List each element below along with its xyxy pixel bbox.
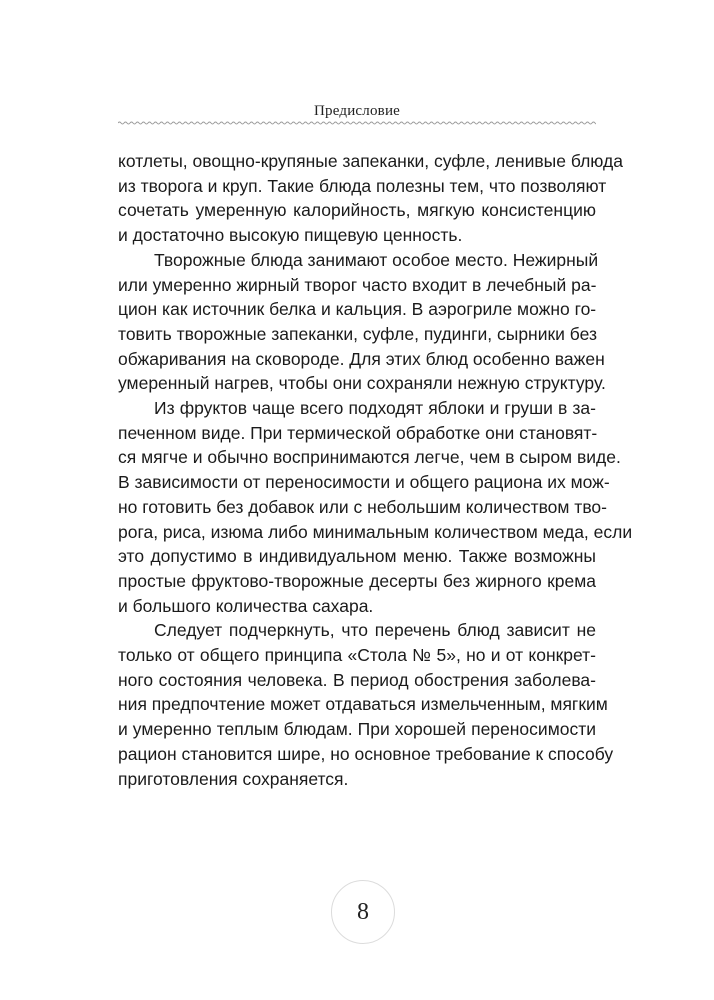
- text-line: ния предпочтение может отдаваться измельченным, мягким: [118, 694, 608, 715]
- text-line: из творога и круп. Такие блюда полезны тем, что позволяют: [118, 175, 607, 196]
- text-line: В зависимости от переносимости и общего рациона их мож-: [118, 472, 610, 493]
- text-line: и достаточно высокую пищевую ценность.: [118, 225, 463, 246]
- wavy-rule-ornament: [118, 118, 596, 128]
- text-line: Следует подчеркнуть, что перечень блюд зависит не: [154, 620, 596, 641]
- page-number: [331, 880, 395, 944]
- text-line: рацион становится шире, но основное требование к способу: [118, 743, 614, 764]
- text-line: печенном виде. При термической обработке они становят-: [118, 422, 598, 443]
- text-line: умеренный нагрев, чтобы они сохраняли нежную структуру.: [118, 373, 606, 394]
- paragraph: [118, 618, 614, 791]
- text-line: простые фруктово-творожные десерты без жирного крема: [118, 570, 596, 591]
- text-line: котлеты, овощно-крупяные запеканки, суфле, ленивые блюда: [118, 151, 623, 171]
- text-line: и большого количества сахара.: [118, 595, 374, 616]
- text-line: ного состояния человека. В период обострения заболева-: [118, 669, 596, 690]
- paragraph: [118, 396, 633, 618]
- text-line: товить творожные запеканки, суфле, пудинги, сырники без: [118, 323, 597, 344]
- text-line: обжаривания на сковороде. Для этих блюд особенно важен: [118, 348, 605, 369]
- text-line: сочетать умеренную калорийность, мягкую консистенцию: [118, 200, 596, 221]
- text-line: и умеренно теплым блюдам. При хорошей переносимости: [118, 719, 596, 740]
- text-line: Творожные блюда занимают особое место. Нежирный: [154, 249, 599, 270]
- text-line: приготовления сохраняется.: [118, 768, 349, 789]
- text-line: рога, риса, изюма либо минимальным количеством меда, если: [118, 521, 633, 542]
- running-head-title: Предисловие: [313, 103, 401, 119]
- page-number-text: 8: [357, 898, 369, 925]
- text-line: или умеренно жирный творог часто входит в лечебный ра-: [118, 274, 597, 295]
- text-line: но готовить без добавок или с небольшим количеством тво-: [118, 496, 607, 517]
- text-line: Из фруктов чаще всего подходят яблоки и груши в за-: [154, 398, 596, 419]
- page-body: [118, 149, 633, 791]
- paragraph: [118, 248, 606, 396]
- paragraph: [118, 149, 623, 248]
- text-line: цион как источник белка и кальция. В аэрогриле можно го-: [118, 299, 597, 320]
- text-line: это допустимо в индивидуальном меню. Также возможны: [118, 546, 596, 567]
- text-line: ся мягче и обычно воспринимаются легче, чем в сыром виде.: [118, 447, 621, 468]
- text-line: только от общего принципа «Стола № 5», но и от конкрет-: [118, 645, 596, 666]
